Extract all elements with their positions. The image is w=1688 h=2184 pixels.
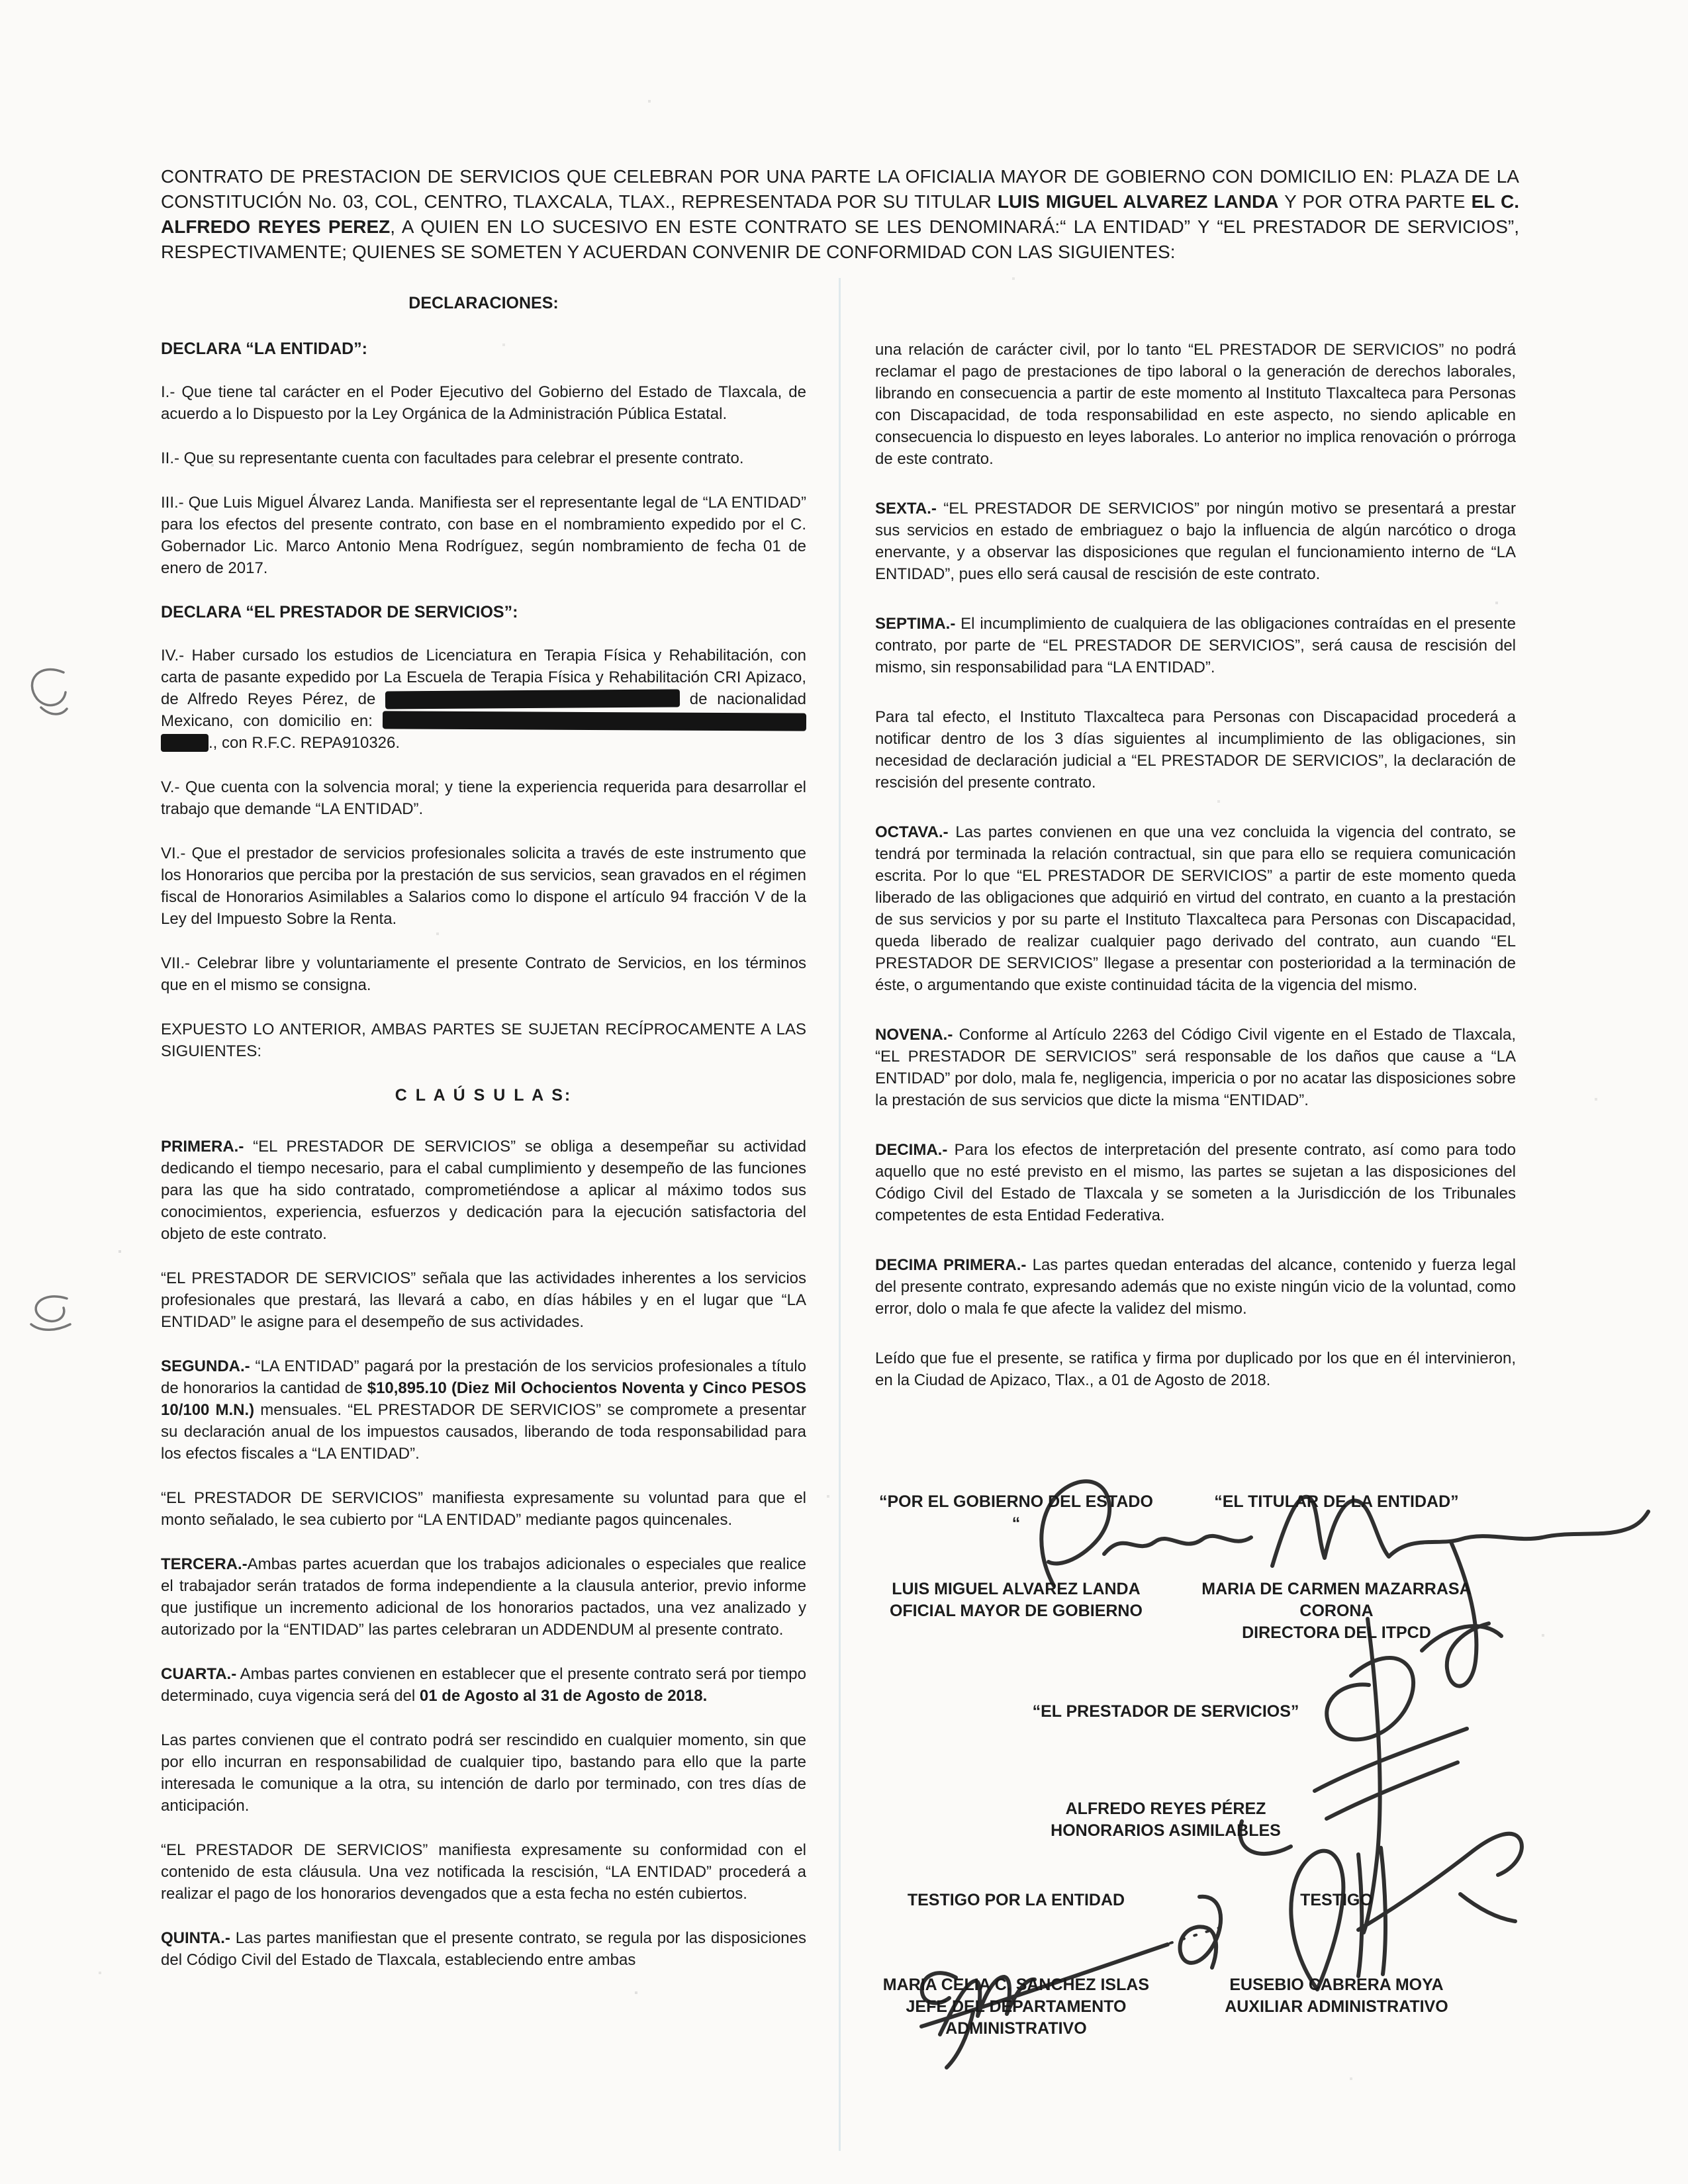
- declaration-iv-text-2: de nacionalidad Mexicano, con domicilio en:: [161, 690, 807, 730]
- fee-amount: $10,895.10 (Diez Mil Ochocientos Noventa y Cinco PESOS 10/100 M.N.): [161, 1379, 806, 1419]
- clause-primera-lead: PRIMERA.-: [161, 1138, 244, 1156]
- clause-quinta-continuation: una relación de carácter civil, por lo tanto “EL PRESTADOR DE SERVICIOS” no podrá reclamar el pago de prestaciones de tipo laboral o la generación de derechos laborales, librando en consecuencia a partir de este momento al Instituto Tlaxcalteca para Personas con Discapacidad, de toda responsabilidad en este aspecto, no siendo aplicable en consecuencia lo dispuesto en leyes laborales. Lo anterior no implica renovación o prórroga de este contrato.: [875, 341, 1516, 468]
- clause-septima-addendum: Para tal efecto, el Instituto Tlaxcalteca para Personas con Discapacidad procederá a notificar dentro de los 3 días siguientes al incumplimiento de las obligaciones, sin necesidad de declaración judicial a “EL PRESTADOR DE SERVICIOS”, la declaración de rescisión del presente contrato.: [875, 708, 1516, 792]
- declaration-iv: [161, 645, 806, 754]
- preamble-text-3: , A QUIEN EN LO SUCESIVO EN ESTE CONTRATO SE LES DENOMINARÁ:“ LA ENTIDAD” Y “EL PRESTADOR DE SERVICIOS”, RESPECTIVAMENTE; QUIENES SE SOMETEN Y ACUERDAN CONVENIR DE CONFORMIDAD CON LAS SIGUIENTES:: [161, 216, 1519, 262]
- clause-cuarta-addendum-2: “EL PRESTADOR DE SERVICIOS” manifiesta expresamente su conformidad con el contenido de esta cláusula. Una vez notificada la rescisión, “LA ENTIDAD” procederá a realizar el pago de los honorarios devengados que a esta fecha no estén cubiertos.: [161, 1841, 806, 1903]
- clausulas-title: C L A Ú S U L A S:: [395, 1086, 573, 1105]
- clause-octava-lead: OCTAVA.-: [875, 823, 949, 841]
- left-column: [161, 293, 806, 1993]
- witness1-role-2: ADMINISTRATIVO: [945, 2019, 1087, 2038]
- declaration-ii: II.- Que su representante cuenta con facultades para celebrar el presente contrato.: [161, 449, 744, 467]
- titular-name: MARIA DE CARMEN MAZARRASA: [1201, 1580, 1472, 1598]
- gov-role: OFICIAL MAYOR DE GOBIERNO: [889, 1602, 1143, 1620]
- prestador-label: “EL PRESTADOR DE SERVICIOS”: [1032, 1702, 1299, 1721]
- clause-septima: [875, 613, 1516, 678]
- witness2-role: AUXILIAR ADMINISTRATIVO: [1225, 1997, 1448, 2016]
- clause-primera-body: “EL PRESTADOR DE SERVICIOS” se obliga a desempeñar su actividad dedicando el tiempo necesario, para el cabal cumplimiento y desempeño de las funciones para las que ha sido contratado, comprometiéndose a aplicar al máximo todos sus conocimientos, experiencia, esfuerzos y dedicación para la ejecución satisfactoria del objeto de este contrato.: [161, 1138, 806, 1243]
- expuesto-paragraph: EXPUESTO LO ANTERIOR, AMBAS PARTES SE SUJETAN RECÍPROCAMENTE A LAS SIGUIENTES:: [161, 1021, 806, 1060]
- clause-decima-body: Para los efectos de interpretación del presente contrato, así como para todo aquello que no esté previsto en el mismo, las partes se sujetan a las disposiciones del Código Civil del Estado de Tlaxcala y se someten a la Jurisdicción de los Tribunales competentes de esta Entidad Federativa.: [875, 1141, 1516, 1224]
- clause-octava-body: Las partes convienen en que una vez concluida la vigencia del contrato, se tendrá por terminada la relación contractual, sin que para ello se requiera comunicación escrita. Por lo que “EL PRESTADOR DE SERVICIOS” a partir de este momento queda liberado de las obligaciones que adquirió en virtud del contrato, en cuanto a la prestación de sus servicios y por su parte el Instituto Tlaxcalteca para Personas con Discapacidad, queda liberado de realizar cualquier pago derivado del contrato, aun cuando “EL PRESTADOR DE SERVICIOS” llegase a presentar con posterioridad a la terminación de éste, o argumentando que existe continuidad tácita de la vigencia del mismo.: [875, 823, 1516, 994]
- declaration-i: I.- Que tiene tal carácter en el Poder Ejecutivo del Gobierno del Estado de Tlaxcala, de acuerdo a lo Dispuesto por la Ley Orgánica de la Administración Pública Estatal.: [161, 383, 806, 423]
- scan-fold-line: [839, 278, 841, 2151]
- clause-quinta-lead: QUINTA.-: [161, 1929, 230, 1947]
- witness1-role: JEFE DEL DEPARTAMENTO: [906, 1997, 1127, 2016]
- titular-name-2: CORONA: [1299, 1602, 1374, 1620]
- signature-block: [875, 1486, 1516, 2108]
- clause-cuarta-body: Ambas partes convienen en establecer que el presente contrato será por tiempo determinado, cuya vigencia será del: [161, 1665, 806, 1705]
- clause-decima-primera-lead: DECIMA PRIMERA.-: [875, 1256, 1027, 1274]
- redaction-bar: [383, 711, 806, 731]
- clause-septima-body: El incumplimiento de cualquiera de las obligaciones contraídas en el presente contrato, por parte de “EL PRESTADOR DE SERVICIOS”, será causa de rescisión del mismo, sin responsabilidad para “LA ENTIDAD”.: [875, 615, 1516, 676]
- clause-cuarta-addendum-1: Las partes convienen que el contrato podrá ser rescindido en cualquier momento, sin que por ello incurran en responsabilidad de cualquier tipo, bastando para ello que la parte interesada le comunique a la otra, su intención de darlo por terminado, con tres días de anticipación.: [161, 1731, 806, 1815]
- witness2-name: EUSEBIO CABRERA MOYA: [1229, 1976, 1444, 1994]
- clause-decima: [875, 1139, 1516, 1226]
- clause-tercera: [161, 1553, 806, 1641]
- clause-primera: [161, 1136, 806, 1245]
- right-column: [875, 339, 1516, 1419]
- declaration-vii: VII.- Celebrar libre y voluntariamente el presente Contrato de Servicios, en los términos que en el mismo se consigna.: [161, 954, 806, 994]
- redaction-bar: [385, 689, 680, 709]
- declaration-iii: III.- Que Luis Miguel Álvarez Landa. Manifiesta ser el representante legal de “LA ENTIDAD” para los efectos del presente contrato, con base en el nombramiento expedido por el C. Gobernador Lic. Marco Antonio Mena Rodríguez, según nombramiento de fecha 01 de enero de 2017.: [161, 494, 806, 577]
- declaration-iv-text-1: IV.- Haber cursado los estudios de Licenciatura en Terapia Física y Rehabilitación, con carta de pasante expedido por La Escuela de Terapia Física y Rehabilitación CRI Apizaco, de Alfredo Reyes Pérez, de: [161, 647, 806, 708]
- titular-label: “EL TITULAR DE LA ENTIDAD”: [1214, 1492, 1459, 1511]
- signature-labels-row-2: [875, 1889, 1516, 1911]
- clause-segunda-body-2: mensuales. “EL PRESTADOR DE SERVICIOS” se compromete a presentar su declaración anual de los impuestos causados, liberando de toda responsabilidad para los efectos fiscales a “LA ENTIDAD”.: [161, 1401, 806, 1463]
- clause-novena-lead: NOVENA.-: [875, 1026, 953, 1044]
- prestador-role: HONORARIOS ASIMILABLES: [1051, 1821, 1281, 1840]
- redaction-bar: [161, 734, 209, 752]
- clause-primera-addendum: “EL PRESTADOR DE SERVICIOS” señala que las actividades inherentes a los servicios profesionales que prestará, las llevará a cabo, en días hábiles y en el lugar que “LA ENTIDAD” le asigne para el desempeño de sus actividades.: [161, 1269, 806, 1331]
- declaration-v: V.- Que cuenta con la solvencia moral; y tiene la experiencia requerida para desarrollar el trabajo que demande “LA ENTIDAD”.: [161, 778, 806, 818]
- preamble-text-2: Y POR OTRA PARTE: [1278, 191, 1472, 212]
- prestador-name: ALFREDO REYES PÉREZ: [1065, 1799, 1266, 1818]
- clause-segunda-lead: SEGUNDA.-: [161, 1357, 250, 1375]
- clause-decima-primera-body: Las partes quedan enteradas del alcance, contenido y fuerza legal del presente contrato, expresando además que no existe ningún vicio de la voluntad, como error, dolo o mala fe que afecte la validez del mismo.: [875, 1256, 1516, 1318]
- clause-cuarta: [161, 1663, 806, 1707]
- declaration-vi: VI.- Que el prestador de servicios profesionales solicita a través de este instrumento que los Honorarios que perciba por la prestación de sus servicios, sean gravados en el régimen fiscal de Honorarios Asimilables a Salarios como lo dispone el artículo 94 fracción V de la Ley del Impuesto Sobre la Renta.: [161, 844, 806, 928]
- party-name-reyes: EL C. ALFREDO REYES PEREZ: [161, 191, 1519, 237]
- declara-prestador-heading: DECLARA “EL PRESTADOR DE SERVICIOS”:: [161, 603, 518, 621]
- margin-doodle-1: [32, 670, 67, 714]
- clause-quinta: [161, 1927, 806, 1971]
- declaraciones-title: DECLARACIONES:: [408, 294, 559, 312]
- clause-novena: [875, 1024, 1516, 1111]
- closing-paragraph: Leído que fue el presente, se ratifica y firma por duplicado por los que en él intervinieron, en la Ciudad de Apizaco, Tlax., a 01 de Agosto de 2018.: [875, 1349, 1516, 1389]
- declara-entidad-heading: DECLARA “LA ENTIDAD”:: [161, 340, 368, 358]
- preamble-text-1: CONTRATO DE PRESTACION DE SERVICIOS QUE CELEBRAN POR UNA PARTE LA OFICIALIA MAYOR DE GOBIERNO CON DOMICILIO EN: PLAZA DE LA CONSTITUCIÓN No. 03, COL, CENTRO, TLAXCALA, TLAX., REPRESENTADA POR SU TITULAR: [161, 166, 1519, 212]
- prestador-names: [875, 1798, 1516, 1842]
- clause-octava: [875, 821, 1516, 996]
- margin-doodle-2: [31, 1297, 70, 1330]
- clause-cuarta-lead: CUARTA.-: [161, 1665, 237, 1683]
- titular-role: DIRECTORA DEL ITPCD: [1242, 1623, 1431, 1642]
- witness2-label: TESTIGO: [1300, 1891, 1373, 1909]
- contract-dates: 01 de Agosto al 31 de Agosto de 2018.: [419, 1687, 708, 1705]
- declaration-iv-text-3: ., con R.F.C. REPA910326.: [209, 734, 400, 752]
- clause-tercera-lead: TERCERA.-: [161, 1555, 248, 1573]
- clause-quinta-body: Las partes manifiestan que el presente contrato, se regula por las disposiciones del Código Civil del Estado de Tlaxcala, estableciendo entre ambas: [161, 1929, 806, 1969]
- witness1-name: MARIA CELIA C. SANCHEZ ISLAS: [882, 1976, 1150, 1994]
- signature-names-row-1: [875, 1578, 1516, 1644]
- clause-novena-body: Conforme al Artículo 2263 del Código Civil vigente en el Estado de Tlaxcala, “EL PRESTADOR DE SERVICIOS” será responsable de los daños que cause a “LA ENTIDAD” por dolo, mala fe, negligencia, impericia o por no acatar las disposiciones sobre la prestación de sus servicios que dicte la misma “ENTIDAD”.: [875, 1026, 1516, 1109]
- clause-decima-lead: DECIMA.-: [875, 1141, 948, 1159]
- clause-sexta: [875, 498, 1516, 585]
- clause-segunda-body-1: “LA ENTIDAD” pagará por la prestación de los servicios profesionales a título de honorarios la cantidad de: [161, 1357, 806, 1397]
- signature-labels-row-1: [875, 1491, 1516, 1535]
- gov-label: “POR EL GOBIERNO DEL ESTADO “: [878, 1492, 1153, 1533]
- clause-sexta-body: “EL PRESTADOR DE SERVICIOS” por ningún motivo se presentará a prestar sus servicios en estado de embriaguez o bajo la influencia de algún narcótico o droga enervante, y a observar las disposiciones que regulan el funcionamiento interno de “LA ENTIDAD”, pues ello será causal de rescisión de este contrato.: [875, 500, 1516, 583]
- signature-names-row-2: [875, 1974, 1516, 2040]
- scan-noise: [0, 0, 1, 1]
- clause-septima-lead: SEPTIMA.-: [875, 615, 956, 633]
- clause-tercera-body: Ambas partes acuerdan que los trabajos adicionales o especiales que realice el trabajador serán tratados de forma independiente a la clausula anterior, previo informe que justifique un incremento adicional de los honorarios pactados, una vez analizado y autorizado por la “ENTIDAD” las partes celebraran un ADDENDUM al presente contrato.: [161, 1555, 806, 1639]
- clause-sexta-lead: SEXTA.-: [875, 500, 937, 518]
- witness1-label: TESTIGO POR LA ENTIDAD: [907, 1891, 1125, 1909]
- gov-name: LUIS MIGUEL ALVAREZ LANDA: [892, 1580, 1141, 1598]
- preamble: [161, 164, 1519, 265]
- clause-decima-primera: [875, 1254, 1516, 1320]
- clause-segunda-addendum: “EL PRESTADOR DE SERVICIOS” manifiesta expresamente su voluntad para que el monto señalado, le sea cubierto por “LA ENTIDAD” mediante pagos quincenales.: [161, 1489, 806, 1529]
- clause-segunda: [161, 1355, 806, 1465]
- party-name-alvarez: LUIS MIGUEL ALVAREZ LANDA: [997, 191, 1279, 212]
